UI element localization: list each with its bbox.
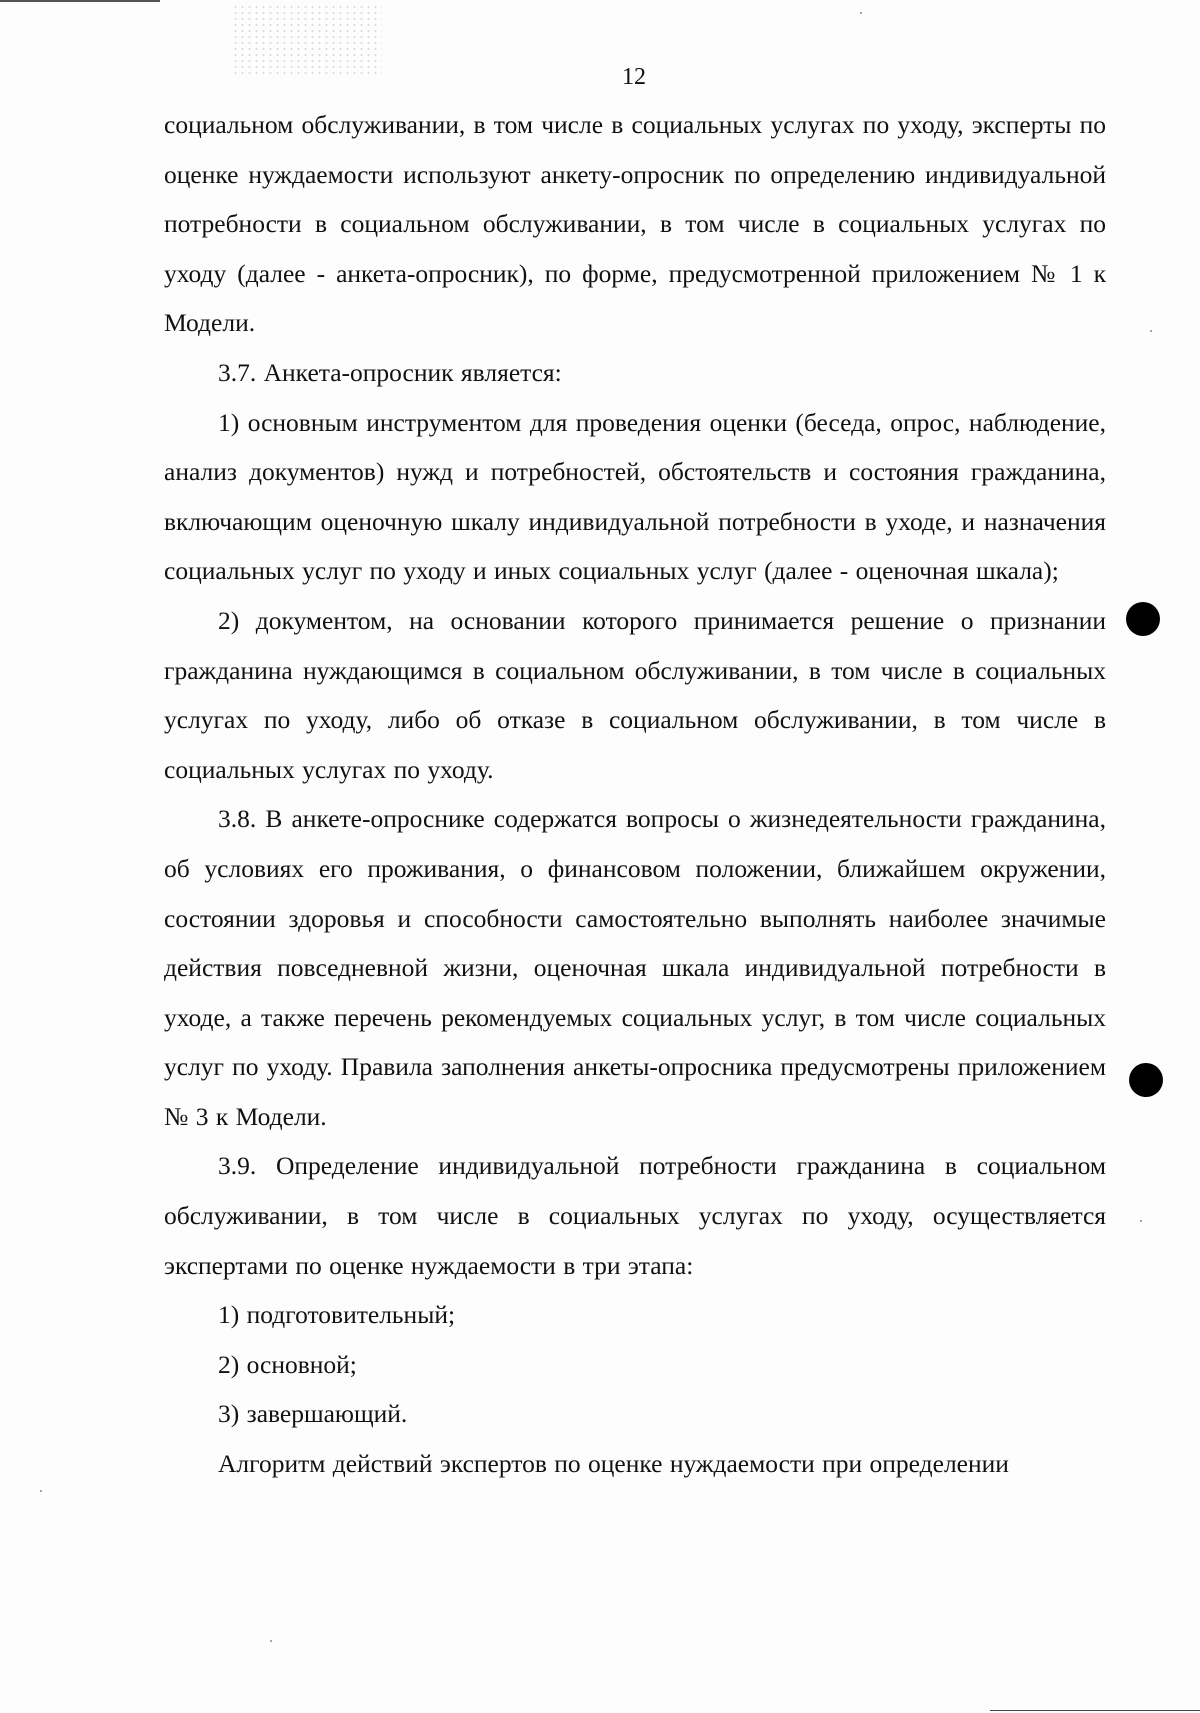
scan-speck	[270, 1640, 272, 1642]
paragraph: Алгоритм действий экспертов по оценке нуждаемости при определении	[218, 1449, 1009, 1479]
paragraph-3-8: 3.8. В анкете-опроснике содержатся вопросы о жизнедеятельности гражданина, об условиях его проживания, о финансовом положении, ближайшем окружении, состоянии здоровья и способности самостоятельно выполнять наиболее значимые действия повседневной жизни, оценочная шкала индивидуальной потребности в уходе, а также перечень рекомендуемых социальных услуг, в том числе социальных услуг по уходу. Правила заполнения анкеты-опросника предусмотрены приложением № 3 к Модели.	[164, 804, 1106, 1131]
paragraph-3-7-heading: 3.7. Анкета-опросник является:	[218, 357, 562, 387]
list-item: 2) документом, на основании которого принимается решение о признании гражданина нуждающимся в социальном обслуживании, в том числе в социальных услугах по уходу, либо об отказе в социальном обслуживании, в том числе в социальных услугах по уходу.	[164, 605, 1106, 784]
list-item: 1) основным инструментом для проведения оценки (беседа, опрос, наблюдение, анализ документов) нужд и потребностей, обстоятельств и состояния гражданина, включающим оценочную шкалу индивидуальной потребности в уходе, и назначения социальных услуг по уходу и иных социальных услуг (далее - оценочная шкала);	[164, 407, 1106, 586]
paragraph-3-9: 3.9. Определение индивидуальной потребности гражданина в социальном обслуживании, в том числе в социальных услугах по уходу, осуществляется экспертами по оценке нуждаемости в три этапа:	[164, 1151, 1106, 1280]
scan-speck	[1140, 1220, 1142, 1222]
scan-edge-line	[0, 0, 160, 2]
scan-speck	[40, 1490, 42, 1492]
list-item: 1) подготовительный;	[218, 1300, 456, 1330]
list-item: 3) завершающий.	[218, 1399, 408, 1429]
scan-speck	[1150, 330, 1152, 332]
page-number: 12	[622, 64, 646, 90]
hole-punch-mark	[1126, 602, 1160, 636]
scan-speck	[860, 12, 862, 14]
paragraph: социальном обслуживании, в том числе в социальных услугах по уходу, эксперты по оценке нуждаемости используют анкету-опросник по определению индивидуальной потребности в социальном обслуживании, в том числе в социальных услугах по уходу (далее - анкета-опросник), по форме, предусмотренной приложением № 1 к Модели.	[164, 110, 1106, 338]
hole-punch-mark	[1129, 1063, 1163, 1097]
scan-edge-line	[990, 1710, 1200, 1711]
list-item: 2) основной;	[218, 1349, 357, 1379]
body-text	[164, 100, 1106, 1489]
